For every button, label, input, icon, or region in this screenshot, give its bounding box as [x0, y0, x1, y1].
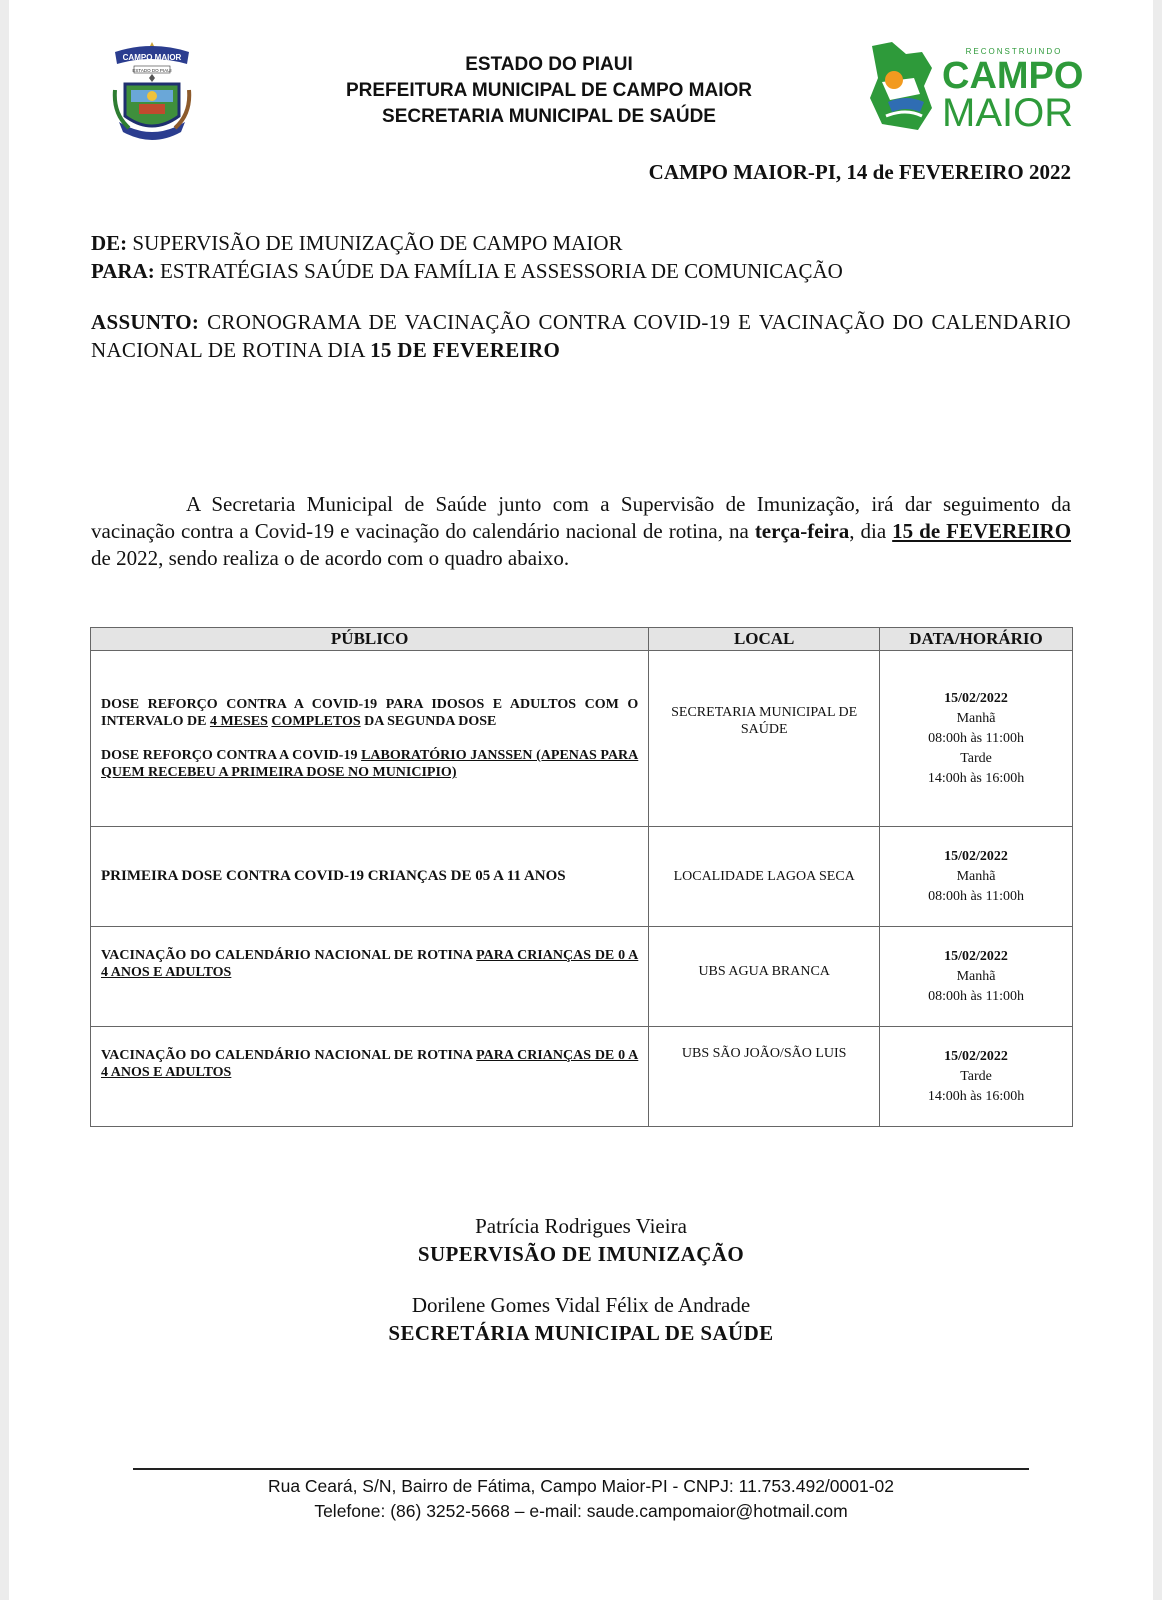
logo-tagline: RECONSTRUINDO [965, 47, 1063, 56]
row1-janssen-text: DOSE REFORÇO CONTRA A COVID-19 LABORATÓRIO JANSSEN (APENAS PARA QUEM RECEBEU A PRIMEIRA DOSE NO MUNICIPIO) [101, 748, 639, 780]
body-part1: A Secretaria Municipal de Saúde junto com a Supervisão de Imunização, irá dar seguimento da vacinação contra a Covid-19 e vacinação do calendário nacional de rotina, na [91, 492, 1071, 543]
subject-date: 15 DE FEVEREIRO [370, 338, 561, 362]
header-publico: PÚBLICO [91, 628, 649, 651]
signature-2-name: Dorilene Gomes Vidal Félix de Andrade [411, 1293, 751, 1317]
row1-local: SECRETARIA MUNICIPAL DE SAÚDE [649, 651, 880, 827]
header-data-horario: DATA/HORÁRIO [880, 628, 1073, 651]
header-state: ESTADO DO PIAUI [465, 54, 633, 75]
campo-maior-logo [862, 38, 1087, 138]
table-row [91, 1027, 1073, 1127]
from-value: SUPERVISÃO DE IMUNIZAÇÃO DE CAMPO MAIOR [132, 231, 623, 255]
document-page [9, 0, 1153, 1600]
body-part3: de 2022, sendo realiza o de acordo com o quadro abaixo. [91, 546, 570, 570]
logo-word-maior: MAIOR [942, 91, 1074, 135]
body-paragraph [91, 491, 1071, 572]
signature-1-role: SUPERVISÃO DE IMUNIZAÇÃO [417, 1242, 745, 1266]
memo-to [91, 257, 1071, 285]
body-part2: , dia [849, 519, 887, 543]
signature-1-name: Patrícia Rodrigues Vieira [475, 1214, 687, 1238]
row4-local: UBS SÃO JOÃO/SÃO LUIS [649, 1027, 880, 1127]
footer-divider [133, 1468, 1029, 1470]
to-label: PARA: [91, 259, 155, 283]
row3-publico: VACINAÇÃO DO CALENDÁRIO NACIONAL DE ROTINA PARA CRIANÇAS DE 0 A 4 ANOS E ADULTOS [91, 927, 649, 1027]
memo-subject [91, 308, 1071, 364]
table-row [91, 827, 1073, 927]
table-header-row [91, 628, 1073, 651]
row1-publico [91, 651, 649, 827]
row4-publico: VACINAÇÃO DO CALENDÁRIO NACIONAL DE ROTINA PARA CRIANÇAS DE 0 A 4 ANOS E ADULTOS [91, 1027, 649, 1127]
vaccination-schedule-table [90, 627, 1073, 1127]
subject-value: CRONOGRAMA DE VACINAÇÃO CONTRA COVID-19 E VACINAÇÃO DO CALENDARIO NACIONAL DE ROTINA DIA [91, 310, 1071, 362]
row2-local: LOCALIDADE LAGOA SECA [649, 827, 880, 927]
memo-from [91, 229, 1071, 257]
table-row [91, 651, 1073, 827]
body-date: 15 de FEVEREIRO [892, 519, 1072, 543]
row3-local: UBS AGUA BRANCA [649, 927, 880, 1027]
signature-2-role: SECRETÁRIA MUNICIPAL DE SAÚDE [388, 1321, 774, 1345]
footer-contact: Telefone: (86) 3252-5668 – e-mail: saude.campomaior@hotmail.com [314, 1501, 848, 1521]
row2-publico: PRIMEIRA DOSE CONTRA COVID-19 CRIANÇAS DE 05 A 11 ANOS [91, 827, 649, 927]
header-prefeitura: PREFEITURA MUNICIPAL DE CAMPO MAIOR [345, 80, 753, 101]
logo-word-campo: CAMPO [942, 55, 1084, 97]
row3-datetime: 15/02/2022 Manhã 08:00h às 11:00h [880, 927, 1073, 1027]
subject-label: ASSUNTO: [91, 310, 200, 334]
footer-address: Rua Ceará, S/N, Bairro de Fátima, Campo Maior-PI - CNPJ: 11.753.492/0001-02 [267, 1476, 895, 1496]
crest-banner-text: CAMPO MAIOR [122, 53, 182, 62]
table-row [91, 927, 1073, 1027]
row2-datetime: 15/02/2022 Manhã 08:00h às 11:00h [880, 827, 1073, 927]
crest-sub-text: ESTADO DO PIAUI [132, 68, 172, 73]
header-local: LOCAL [649, 628, 880, 651]
header-secretaria: SECRETARIA MUNICIPAL DE SAÚDE [382, 106, 716, 127]
document-date: CAMPO MAIOR-PI, 14 de FEVEREIRO 2022 [648, 160, 1071, 184]
to-value: ESTRATÉGIAS SAÚDE DA FAMÍLIA E ASSESSORIA DE COMUNICAÇÃO [160, 259, 843, 283]
row1-datetime: 15/02/2022 Manhã 08:00h às 11:00h Tarde 14:00h às 16:00h [880, 651, 1073, 827]
body-weekday: terça-feira [754, 519, 850, 543]
from-label: DE: [91, 231, 128, 255]
row4-datetime: 15/02/2022 Tarde 14:00h às 16:00h [880, 1027, 1073, 1127]
municipal-crest [109, 38, 195, 148]
row1-booster-text: DOSE REFORÇO CONTRA A COVID-19 PARA IDOSOS E ADULTOS COM O INTERVALO DE 4 MESES COMPLETOS DA SEGUNDA DOSE [101, 697, 639, 729]
